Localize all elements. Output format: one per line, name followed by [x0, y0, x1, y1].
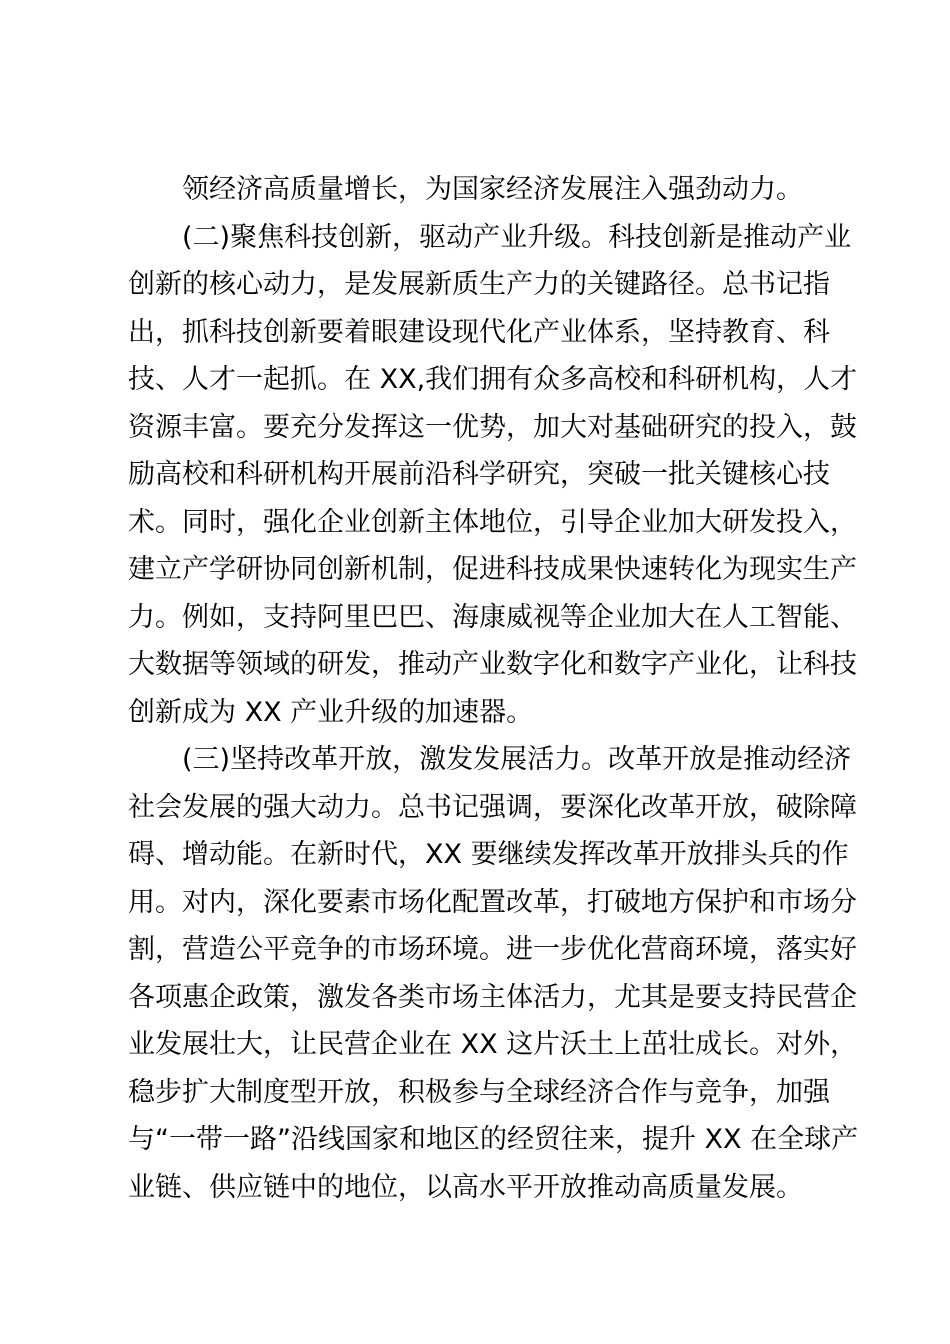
text-line: 创新成为 XX 产业升级的加速器。	[128, 696, 534, 728]
text-line: 资源丰富。要充分发挥这一优势，加大对基础研究的投入，鼓	[128, 411, 857, 443]
text-line: 术。同时，强化企业创新主体地位，引导企业加大研发投入，	[128, 506, 857, 538]
text-line: 碍、增动能。在新时代，XX 要继续发挥改革开放排头兵的作	[128, 839, 849, 870]
text-line: 用。对内，深化要素市场化配置改革，打破地方保护和市场分	[128, 886, 857, 918]
paragraph-section-3	[128, 736, 859, 1211]
text-line: 稳步扩大制度型开放，积极参与全球经济合作与竞争，加强	[128, 1076, 830, 1108]
text-line: 与“一带一路”沿线国家和地区的经贸往来，提升 XX 在全球产	[128, 1124, 859, 1155]
text-line: 创新的核心动力，是发展新质生产力的关键路径。总书记指	[128, 269, 830, 300]
text-line: 业链、供应链中的地位，以高水平开放推动高质量发展。	[128, 1171, 803, 1203]
document-body	[128, 166, 859, 1211]
paragraph-continuation	[128, 166, 820, 214]
text-line: 大数据等领域的研发，推动产业数字化和数字产业化，让科技	[128, 649, 857, 680]
paragraph-section-2	[128, 214, 858, 737]
text-line: 建立产学研协同创新机制，促进科技成果快速转化为现实生产	[128, 554, 857, 585]
text-line: 励高校和科研机构开展前沿科学研究，突破一批关键核心技	[128, 459, 830, 490]
text-line: 业发展壮大，让民营企业在 XX 这片沃土上茁壮成长。对外，	[128, 1029, 858, 1060]
text-line: 割，营造公平竞争的市场环境。进一步优化营商环境，落实好	[128, 934, 857, 965]
text-line: 领经济高质量增长，为国家经济发展注入强劲动力。	[182, 174, 803, 205]
text-line: 力。例如，支持阿里巴巴、海康威视等企业加大在人工智能、	[128, 601, 857, 633]
text-line: 出，抓科技创新要着眼建设现代化产业体系，坚持教育、科	[128, 316, 830, 348]
text-line: 技、人才一起抓。在 XX,我们拥有众多高校和科研机构，人才	[128, 364, 858, 395]
text-line: (二)聚焦科技创新，驱动产业升级。科技创新是推动产业	[182, 221, 852, 253]
text-line: (三)坚持改革开放，激发发展活力。改革开放是推动经济	[182, 744, 852, 775]
text-line: 社会发展的强大动力。总书记强调，要深化改革开放，破除障	[128, 791, 857, 823]
text-line: 各项惠企政策，激发各类市场主体活力，尤其是要支持民营企	[128, 981, 857, 1013]
